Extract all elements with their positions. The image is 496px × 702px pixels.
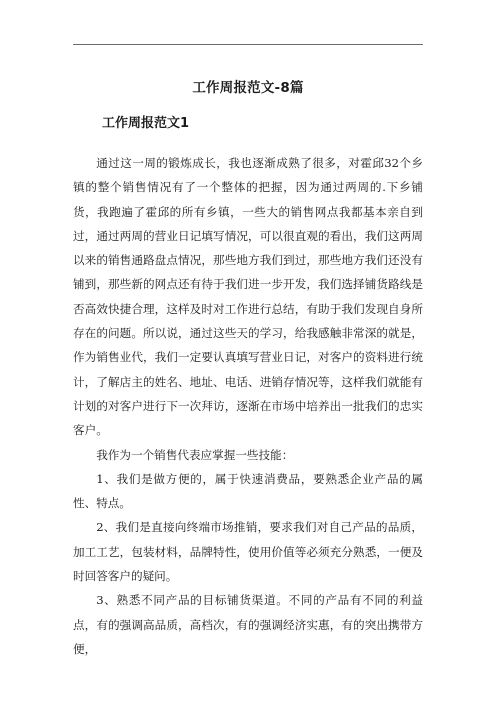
- header-rule: [73, 44, 423, 45]
- paragraph: 3、熟悉不同产品的目标铺货渠道。不同的产品有不同的利益点，有的强调高品质，高档次，有的强调经济实惠，有的突出携带方便，: [73, 593, 423, 656]
- document-title: 工作周报范文-8篇: [192, 80, 304, 96]
- paragraph: 2、我们是直接向终端市场推销，要求我们对自己产品的品质，加工工艺，包装材料，品牌特性，使用价值等必须充分熟悉，一便及时回答客户的疑问。: [73, 520, 423, 584]
- body-text: [73, 151, 423, 661]
- paragraph: 通过这一周的锻炼成长，我也逐渐成熟了很多，对霍邱32个乡镇的整个销售情况有了一个整体的把握，因为通过两周的.下乡铺货，我跑遍了霍邱的所有乡镇，一些大的销售网点我都基本亲自到过，通过两周的营业日记填写情况，可以很直观的看出，我们这两周以来的销售通路盘点情况，那些地方我们到过，那些地方我们还没有铺到，那些新的网点还有待于我们进一步开发，我们选择铺货路线是否高效快捷合理，这样及时对工作进行总结，有助于我们发现自身所存在的问题。所以说，通过这些天的学习，给我感触非常深的就是，作为销售业代，我们一定要认真填写营业日记，对客户的资料进行统计，了解店主的姓名、地址、电话、进销存情况等，这样我们就能有计划的对客户进行下一次拜访，逐渐在市场中培养出一批我们的忠实客户。: [73, 156, 423, 438]
- section-heading: 工作周报范文1: [102, 116, 190, 131]
- paragraph: 1、我们是做方便的，属于快速消费品，要熟悉企业产品的属性、特点。: [73, 471, 423, 511]
- paragraph: 我作为一个销售代表应掌握一些技能：: [96, 447, 294, 462]
